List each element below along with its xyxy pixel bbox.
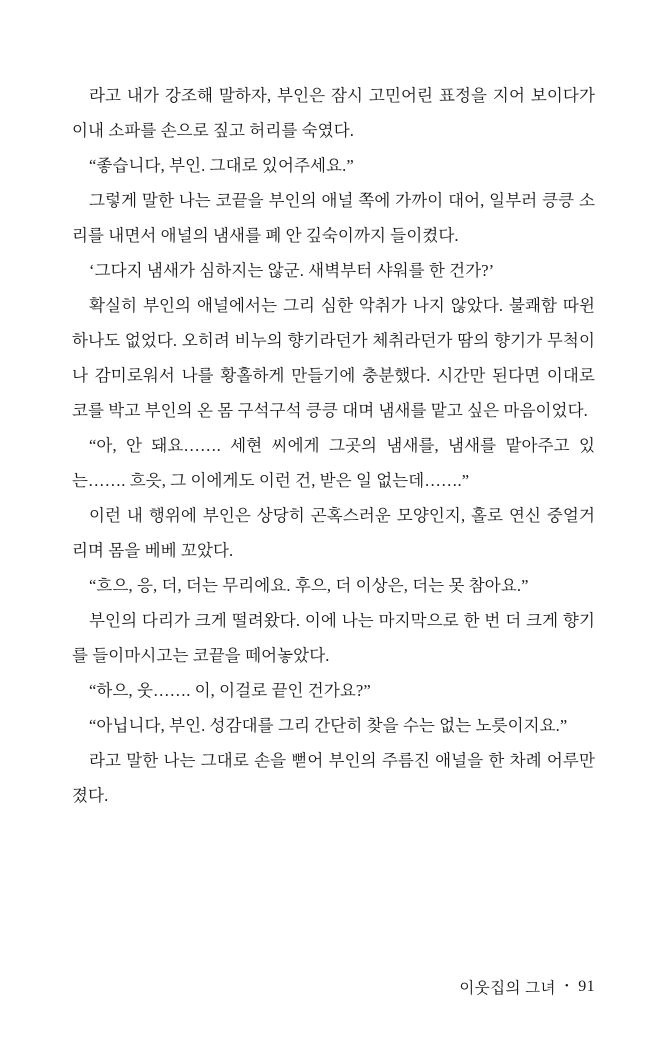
paragraph: 부인의 다리가 크게 떨려왔다. 이에 나는 마지막으로 한 번 더 크게 향기를 들이마시고는 코끝을 떼어놓았다. (72, 611, 595, 665)
paragraph: 이런 내 행위에 부인은 상당히 곤혹스러운 모양인지, 홀로 연신 중얼거리며 몸을 베베 꼬았다. (72, 506, 595, 560)
paragraph: 라고 말한 나는 그대로 손을 뻗어 부인의 주름진 애널을 한 차례 어루만졌다. (72, 751, 595, 805)
paragraph: “아, 안 돼요……. 세현 씨에게 그곳의 냄새를, 냄새를 맡아주고 있는……. 흐읏, 그 이에게도 이런 건, 받은 일 없는데…….” (72, 436, 595, 490)
footer-separator: • (564, 979, 570, 992)
paragraph: “하으, 웃……. 이, 이걸로 끝인 건가요?” (89, 681, 371, 700)
paragraph: “흐으, 응, 더, 더는 무리에요. 후으, 더 이상은, 더는 못 참아요.” (89, 576, 529, 595)
page-number: 91 (578, 978, 595, 995)
paragraph: 그렇게 말한 나는 코끝을 부인의 애널 쪽에 가까이 대어, 일부러 킁킁 소리를 내면서 애널의 냄새를 폐 안 깊숙이까지 들이켰다. (72, 191, 595, 245)
paragraph: 확실히 부인의 애널에서는 그리 심한 악취가 나지 않았다. 불쾌함 따윈 하나도 없었다. 오히려 비누의 향기라던가 체취라던가 땀의 향기가 무척이나 감미로워서 나를 황홀하게 만들기에 충분했다. 시간만 된다면 이대로 코를 박고 부인의 온 몸 구석구석 킁킁 대며 냄새를 맡고 싶은 마음이었다. (72, 296, 595, 420)
page-body (72, 78, 595, 813)
paragraph: ‘그다지 냄새가 심하지는 않군. 새벽부터 샤워를 한 건가?’ (89, 261, 495, 280)
book-title: 이웃집의 그녀 (459, 980, 556, 997)
paragraph: “좋습니다, 부인. 그대로 있어주세요.” (89, 156, 354, 175)
page-footer (459, 976, 595, 998)
paragraph: 라고 내가 강조해 말하자, 부인은 잠시 고민어린 표정을 지어 보이다가 이내 소파를 손으로 짚고 허리를 숙였다. (72, 86, 595, 140)
paragraph: “아닙니다, 부인. 성감대를 그리 간단히 찾을 수는 없는 노릇이지요.” (89, 716, 568, 735)
